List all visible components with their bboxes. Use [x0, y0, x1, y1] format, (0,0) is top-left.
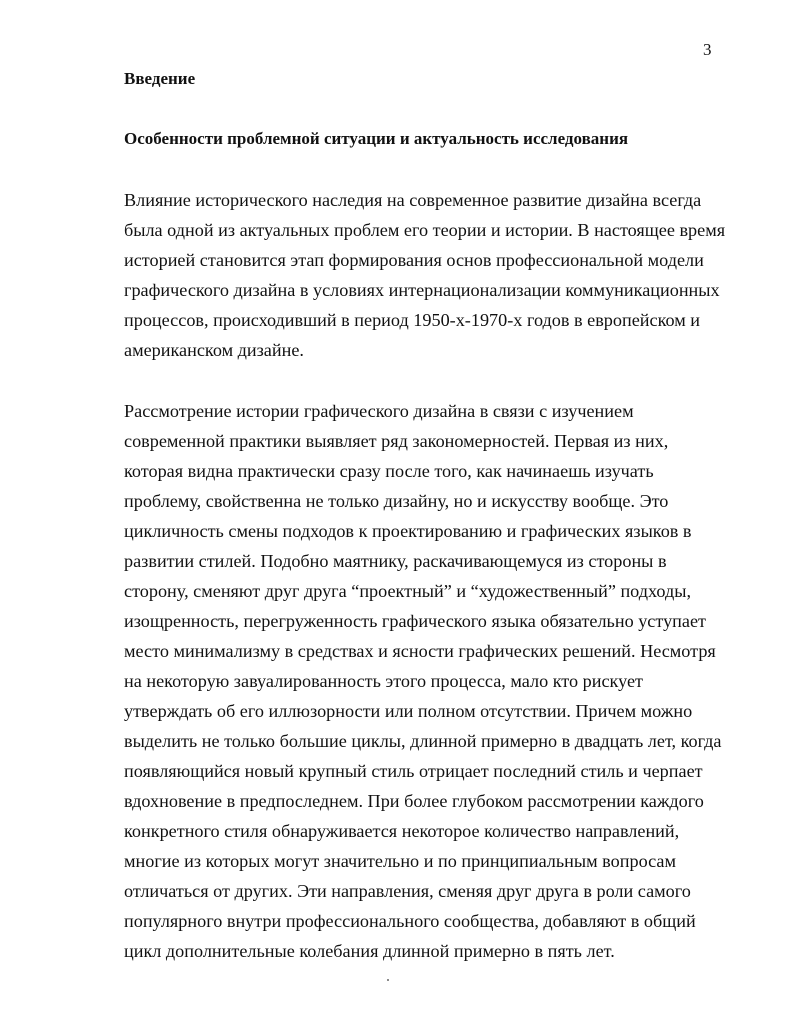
section-heading: Особенности проблемной ситуации и актуальность исследования — [124, 129, 629, 148]
paragraph-line: которая видна практически сразу после того, как начинаешь изучать — [124, 461, 654, 481]
paragraph-2 — [124, 396, 722, 966]
paragraph-line: Рассмотрение истории графического дизайна в связи с изучением — [124, 401, 634, 421]
intro-heading: Введение — [124, 69, 196, 88]
paragraph-line: популярного внутри профессионального сообщества, добавляют в общий — [124, 911, 696, 931]
paragraph-line: появляющийся новый крупный стиль отрицает последний стиль и черпает — [124, 761, 703, 781]
paragraph-1 — [124, 185, 725, 365]
paragraph-line: процессов, происходивший в период 1950-х-1970-х годов в европейском и — [124, 310, 701, 330]
paragraph-line: выделить не только большие циклы, длинной примерно в двадцать лет, когда — [124, 731, 722, 751]
paragraph-line: проблему, свойственна не только дизайну, но и искусству вообще. Это — [124, 491, 669, 511]
paragraph-line: многие из которых могут значительно и по принципиальным вопросам — [124, 851, 676, 871]
paragraph-line: графического дизайна в условиях интернационализации коммуникационных — [124, 280, 720, 300]
paragraph-line: отличаться от других. Эти направления, сменяя друг друга в роли самого — [124, 881, 691, 901]
paragraph-line: цикл дополнительные колебания длинной примерно в пять лет. — [124, 941, 615, 961]
paragraph-line: современной практики выявляет ряд закономерностей. Первая из них, — [124, 431, 669, 451]
paragraph-line: изощренность, перегруженность графического языка обязательно уступает — [124, 611, 707, 631]
paragraph-line: конкретного стиля обнаруживается некоторое количество направлений, — [124, 821, 680, 841]
paragraph-line: утверждать об его иллюзорности или полном отсутствии. Причем можно — [124, 701, 693, 721]
paragraph-line: историей становится этап формирования основ профессиональной модели — [124, 250, 704, 270]
paragraph-line: место минимализму в средствах и ясности графических решений. Несмотря — [124, 641, 716, 661]
paragraph-line: развитии стилей. Подобно маятнику, раскачивающемуся из стороны в — [124, 551, 667, 571]
paragraph-line: американском дизайне. — [124, 340, 304, 360]
paragraph-line: вдохновение в предпоследнем. При более глубоком рассмотрении каждого — [124, 791, 704, 811]
paragraph-line: на некоторую завуалированность этого процесса, мало кто рискует — [124, 671, 644, 691]
scan-artifact-dot — [387, 979, 389, 981]
paragraph-line: Влияние исторического наследия на современное развитие дизайна всегда — [124, 190, 702, 210]
paragraph-line: сторону, сменяют друг друга “проектный” и “художественный” подходы, — [124, 581, 691, 601]
page-number: 3 — [703, 40, 712, 59]
paragraph-line: была одной из актуальных проблем его теории и истории. В настоящее время — [124, 220, 726, 240]
paragraph-line: цикличность смены подходов к проектированию и графических языков в — [124, 521, 692, 541]
